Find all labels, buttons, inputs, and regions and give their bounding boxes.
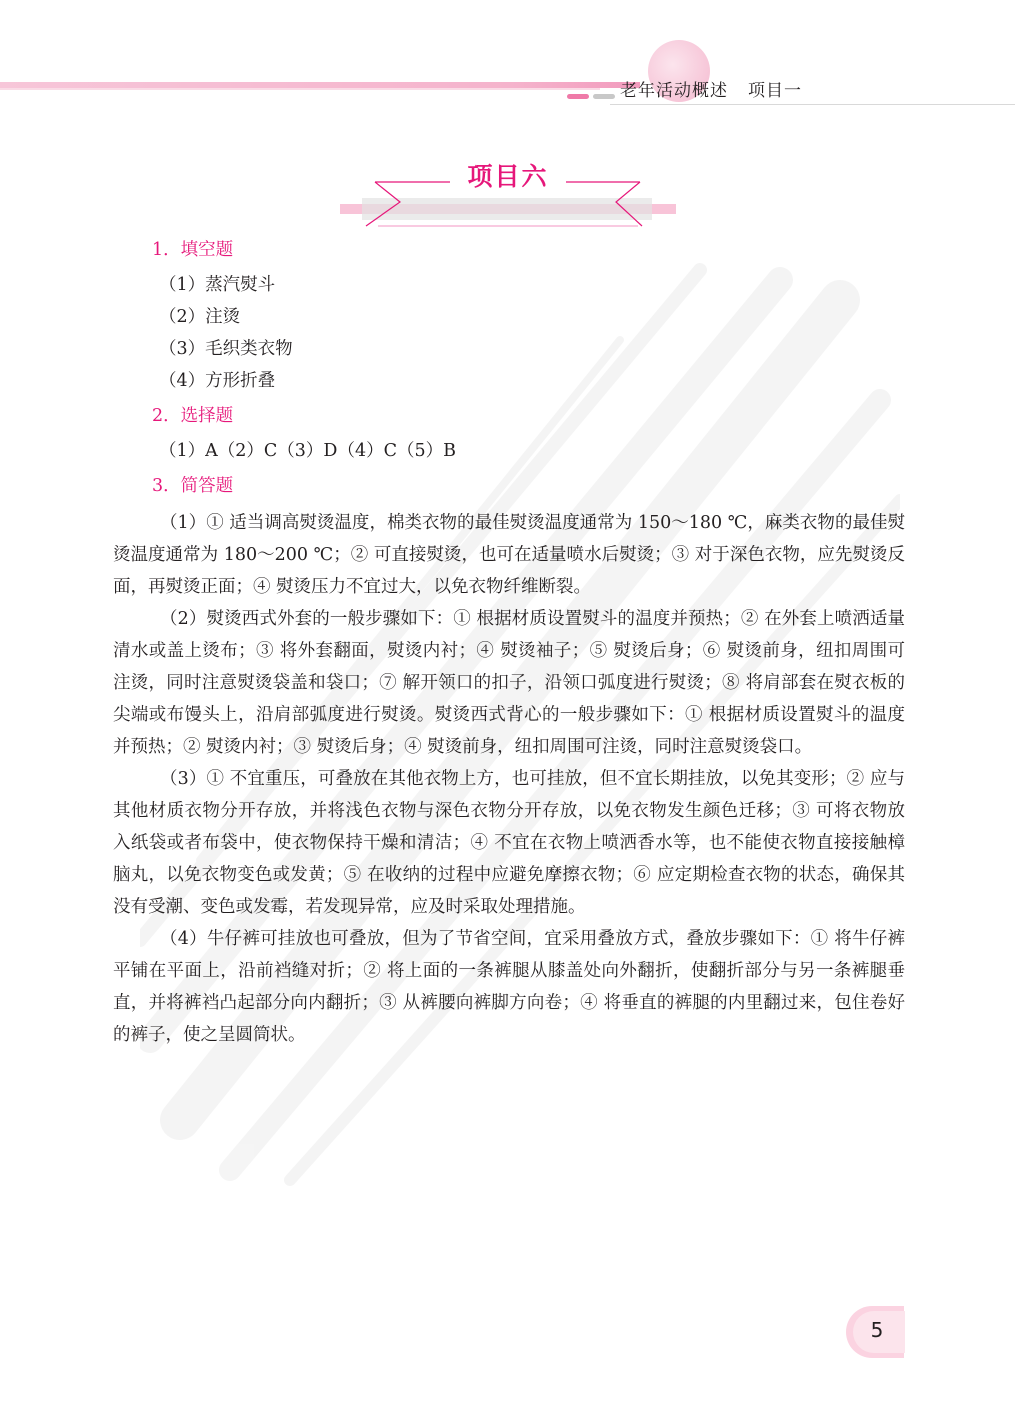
- fill-blank-answer-2: （2）注烫: [159, 307, 241, 327]
- fill-blank-answer-4: （4）方形折叠: [159, 371, 276, 391]
- header-pink-dash: [567, 94, 589, 99]
- page-number: 5: [870, 1318, 884, 1342]
- short-answer-paragraph-4: （4）牛仔裤可挂放也可叠放，但为了节省空间，宜采用叠放方式，叠放步骤如下：① 将牛仔裤平铺在平面上，沿前裆缝对折；② 将上面的一条裤腿从膝盖处向外翻折，使翻折部分与另一条裤腿垂直，并将裤裆凸起部分向内翻折；③ 从裤腰向裤脚方向卷；④ 将垂直的裤腿的内里翻过来，包住卷好的裤子，使之呈圆筒状。: [113, 929, 905, 1045]
- fill-blank-answer-3: （3）毛织类衣物: [159, 339, 293, 359]
- running-header: [620, 76, 802, 101]
- header-section-title: 老年活动概述: [620, 81, 728, 101]
- section-heading-fill-blank: 1．填空题: [152, 240, 234, 260]
- short-answer-paragraph-2: （2）熨烫西式外套的一般步骤如下：① 根据材质设置熨斗的温度并预热；② 在外套上喷洒适量清水或盖上烫布；③ 将外套翻面，熨烫内衬；④ 熨烫袖子；⑤ 熨烫后身；⑥ 熨烫前身，纽扣周围可注烫，同时注意熨烫袋盖和袋口；⑦ 解开领口的扣子，沿领口弧度进行熨烫；⑧ 将肩部套在熨衣板的尖端或布馒头上，沿肩部弧度进行熨烫。熨烫西式背心的一般步骤如下：① 根据材质设置熨斗的温度并预热；② 熨烫内衬；③ 熨烫后身；④ 熨烫前身，纽扣周围可注烫，同时注意熨烫袋口。: [113, 609, 905, 757]
- header-band-shadow: [0, 88, 600, 90]
- answer-content: [113, 235, 905, 1051]
- header-rule: [610, 104, 1015, 105]
- header-gray-dash: [593, 94, 615, 99]
- chapter-title: 项目六: [467, 162, 549, 191]
- section-heading-short-answer: 3．简答题: [152, 476, 234, 496]
- fill-blank-answer-1: （1）蒸汽熨斗: [159, 275, 276, 295]
- section-heading-choice: 2．选择题: [152, 406, 234, 426]
- chapter-title-block: [340, 160, 676, 230]
- header-project: 项目一: [748, 81, 802, 101]
- choice-answers: （1）A（2）C（3）D（4）C（5）B: [159, 441, 456, 461]
- short-answer-paragraph-1: （1）① 适当调高熨烫温度，棉类衣物的最佳熨烫温度通常为 150～180 ℃，麻类衣物的最佳熨烫温度通常为 180～200 ℃；② 可直接熨烫，也可在适量喷水后熨烫；③ 对于深色衣物，应先熨烫反面，再熨烫正面；④ 熨烫压力不宜过大，以免衣物纤维断裂。: [113, 513, 905, 597]
- short-answer-paragraph-3: （3）① 不宜重压，可叠放在其他衣物上方，也可挂放，但不宜长期挂放，以免其变形；② 应与其他材质衣物分开存放，并将浅色衣物与深色衣物分开存放，以免衣物发生颜色迁移；③ 可将衣物放入纸袋或者布袋中，使衣物保持干燥和清洁；④ 不宜在衣物上喷洒香水等，也不能使衣物直接接触樟脑丸，以免衣物变色或发黄；⑤ 在收纳的过程中应避免摩擦衣物；⑥ 应定期检查衣物的状态，确保其没有受潮、变色或发霉，若发现异常，应及时采取处理措施。: [113, 769, 905, 917]
